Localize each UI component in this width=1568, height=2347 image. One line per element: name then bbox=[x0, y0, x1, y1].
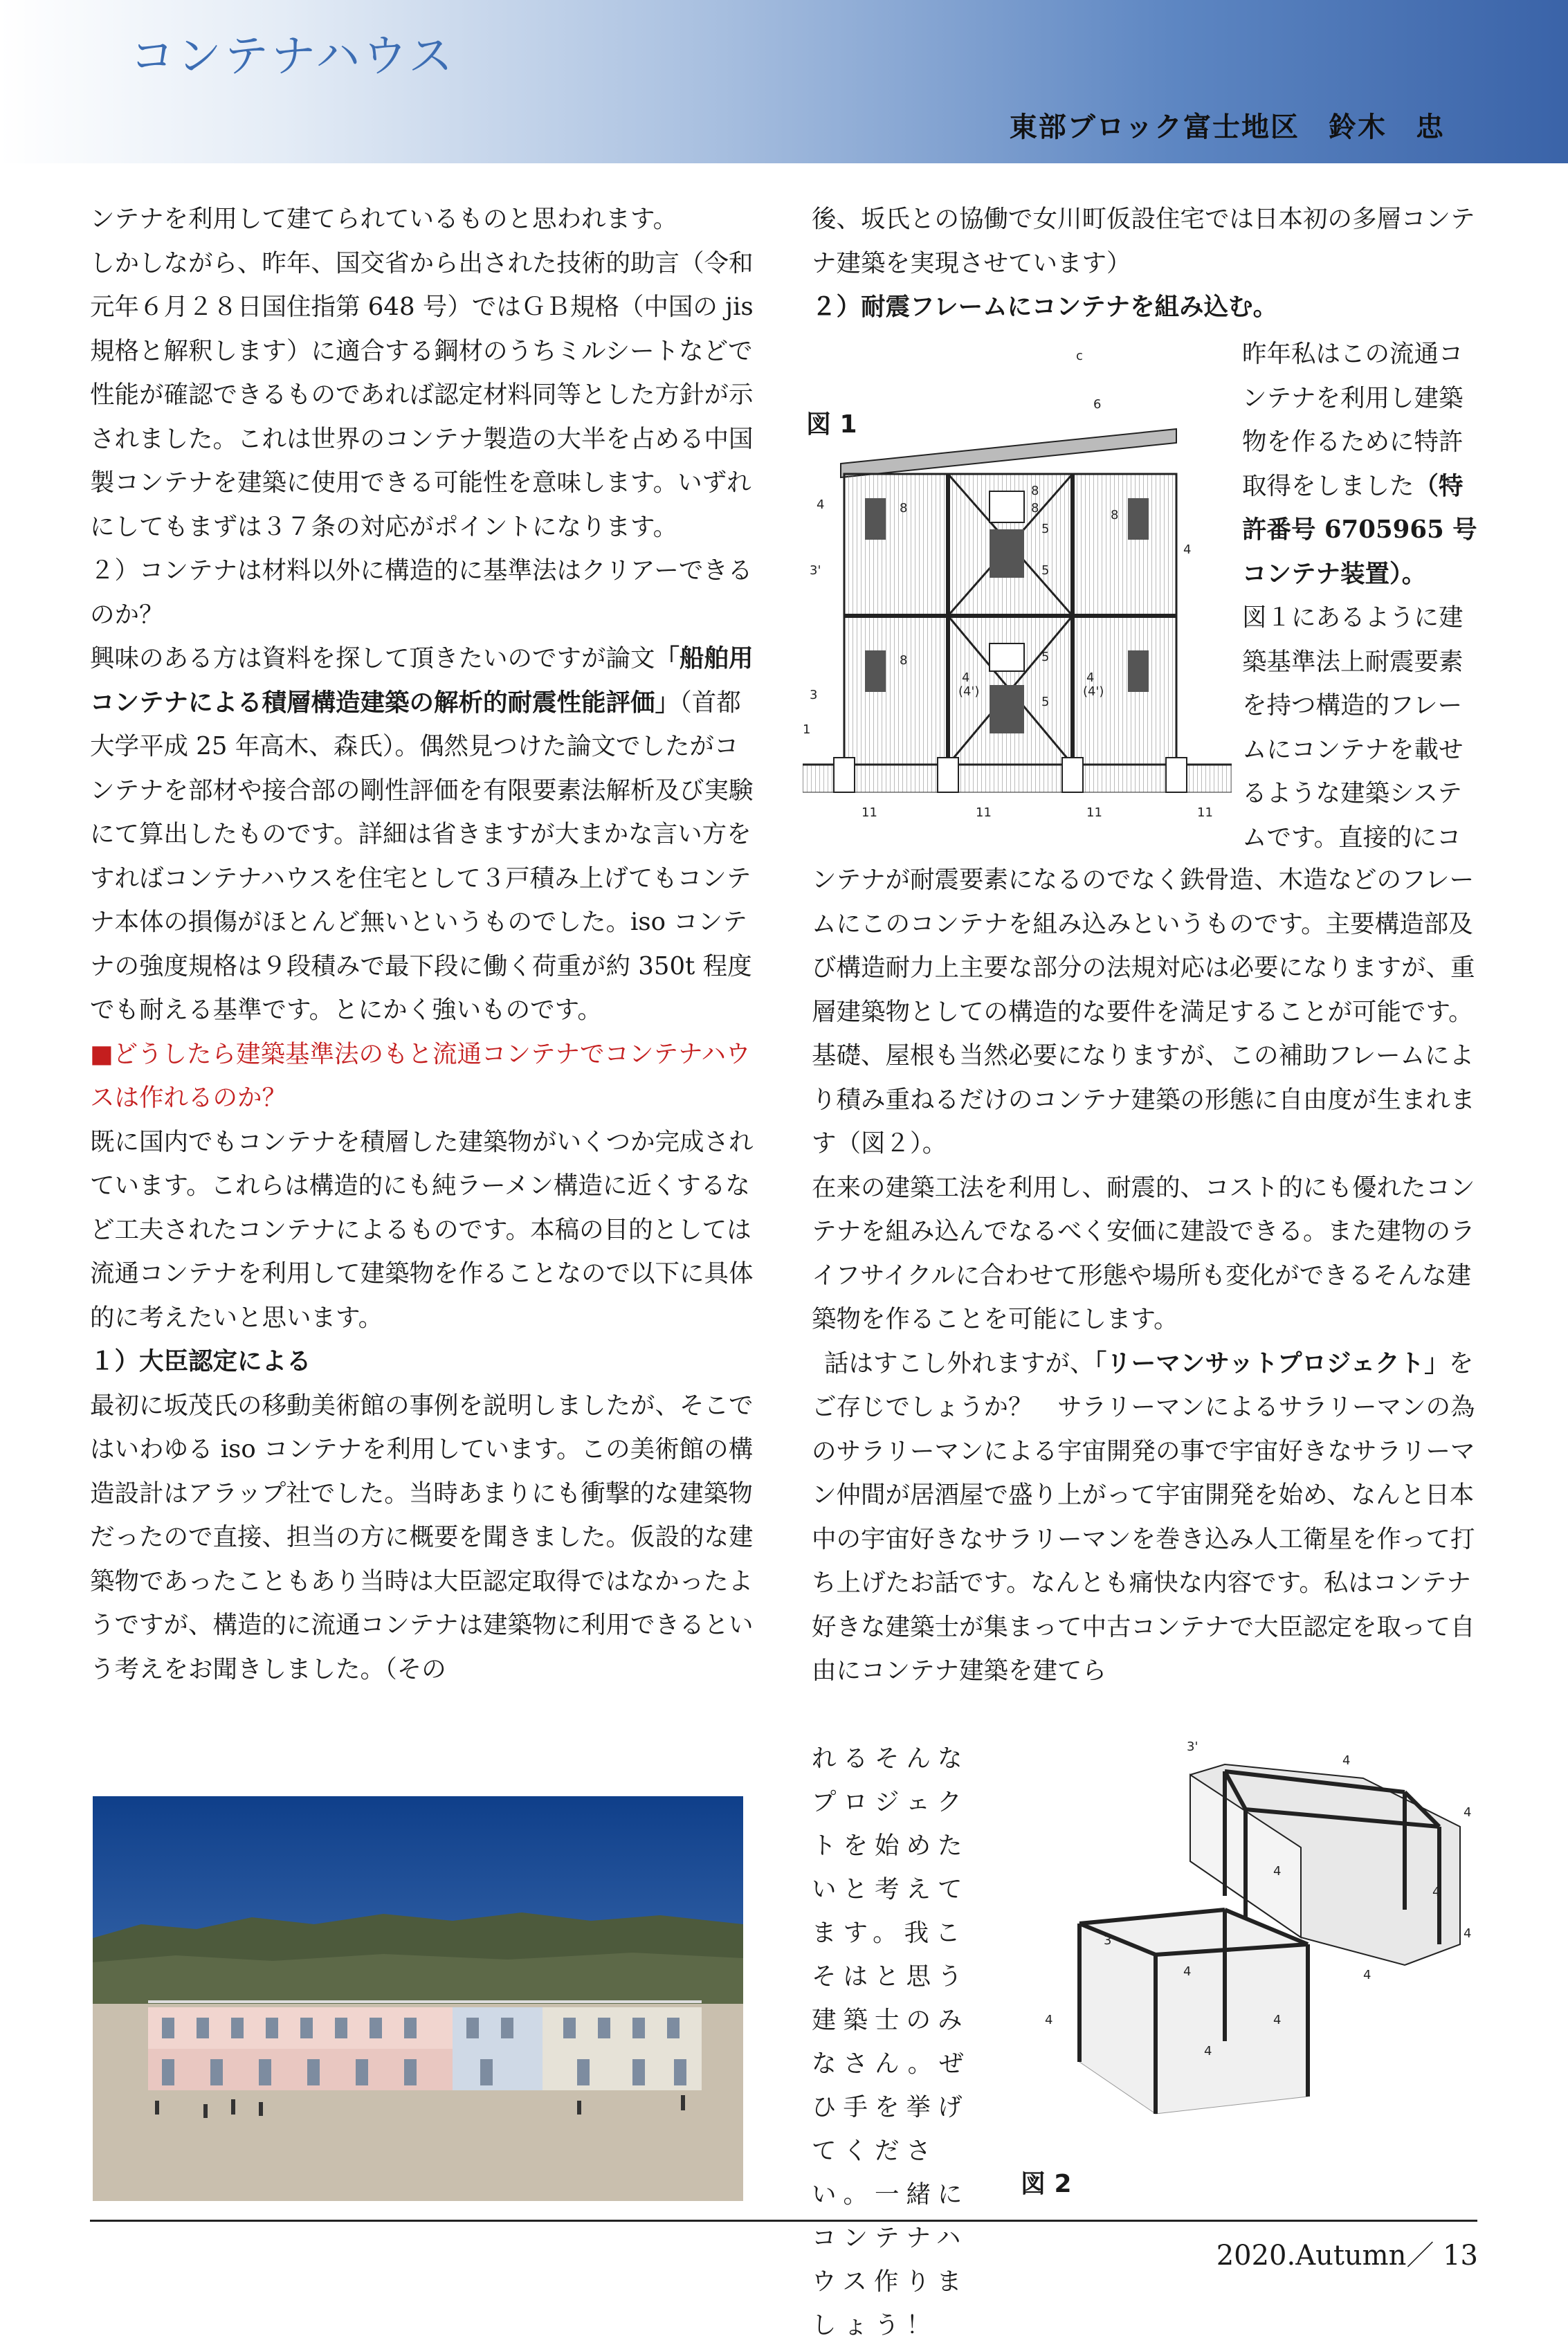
figure-callout: 1 bbox=[803, 722, 811, 737]
figure-callout: c bbox=[1076, 349, 1083, 363]
figure-callout: 3' bbox=[810, 563, 821, 578]
figure-callout: 5 bbox=[1041, 650, 1050, 664]
subheading: ２）耐震フレームにコンテナを組み込む。 bbox=[812, 293, 1278, 321]
figure-callout: 4 bbox=[1045, 2013, 1053, 2027]
figure-2-drawing bbox=[1017, 1737, 1488, 2124]
figure-callout: 4 bbox=[1464, 1805, 1472, 1820]
figure-callout: 4 bbox=[1204, 2044, 1212, 2058]
paragraph: 後、坂氏との協働で女川町仮設住宅では日本初の多層コンテナ建築を実現させています） bbox=[812, 205, 1475, 277]
figure-callout: 8 bbox=[1111, 508, 1119, 522]
figure-callout: 5 bbox=[1041, 522, 1050, 536]
page-title: コンテナハウス bbox=[130, 31, 456, 82]
paragraph: 図１にあるように建築基準法上耐震要素を持つ構造的フレームにコンテナを載せるような建築システムです。直接的にコ bbox=[1242, 603, 1464, 852]
figure-2-label: 図 2 bbox=[1021, 2170, 1072, 2198]
figure-callout: 5 bbox=[1041, 695, 1050, 709]
figure-callout: 4 bbox=[1464, 1926, 1472, 1941]
figure-callout: (4') bbox=[958, 684, 980, 699]
figure-callout: 11 bbox=[976, 805, 992, 820]
paragraph: しかしながら、昨年、国交省から出された技術的助言（令和元年６月２８日国住指第 648 号）ではＧＢ規格（中国の jis 規格と解釈します）に適合する鋼材のうちミルシートなどで性能が確認できるものであれば認定材料同等とした方針が示されました。これは世界のコンテナ製造の大半を占める中国製コンテナを建築に使用できる可能性を意味します。いずれにしてもまずは３７条の対応がポイントになります。 bbox=[90, 248, 754, 541]
figure-callout: 3 bbox=[810, 688, 818, 702]
paragraph-text: 興味のある方は資料を探して頂きたいのですが論文 bbox=[90, 644, 655, 673]
figure-callout: 4 bbox=[1273, 1864, 1282, 1879]
paragraph bbox=[1242, 332, 1482, 596]
project-name: 「リーマンサットプロジェクト」 bbox=[1094, 1349, 1449, 1378]
figure-1-drawing bbox=[803, 346, 1232, 830]
paragraph: 既に国内でもコンテナを積層した建築物がいくつか完成されています。これらは構造的にも純ラーメン構造に近くするなど工夫されたコンテナによるものです。本稿の目的としては流通コンテナを利用して建築物を作ることなので以下に具体的に考えたいと思います。 bbox=[90, 1127, 754, 1332]
paragraph: 基礎、屋根も当然必要になりますが、この補助フレームにより積み重ねるだけのコンテナ建築の形態に自由度が生まれます（図２）。 bbox=[812, 1041, 1475, 1158]
paragraph-text: 話はすこし外れますが、 bbox=[824, 1349, 1095, 1378]
paragraph: 在来の建築工法を利用し、耐震的、コスト的にも優れたコンテナを組み込んでなるべく安価に建設できる。また建物のライフサイクルに合わせて形態や場所も変化ができるそんな建築物を作ることを可能にします。 bbox=[812, 1173, 1475, 1333]
paragraph-text: をご存じでしょうか？ サラリーマンによるサラリーマンの為のサラリーマンによる宇宙開発の事で宇宙好きなサラリーマン仲間が居酒屋で盛り上がって宇宙開発を始め、なんと日本中の宇宙好きなサラリーマンを巻き込み人工衛星を作って打ち上げたお話です。なんとも痛快な内容です。私はコンテナ好きな建築士が集まって中古コンテナで大臣認定を取って自由にコンテナ建築を建てら bbox=[812, 1349, 1475, 1685]
figure-callout: 4 bbox=[962, 670, 970, 685]
figure-callout: 11 bbox=[862, 805, 877, 820]
figure-callout: 8 bbox=[1031, 501, 1039, 515]
figure-callout: 8 bbox=[900, 501, 908, 515]
left-column bbox=[90, 197, 760, 1691]
figure-callout: 4 bbox=[817, 497, 825, 512]
figure-callout: 5 bbox=[1041, 563, 1050, 578]
right-column-main bbox=[812, 858, 1482, 1693]
paragraph: ２）コンテナは材料以外に構造的に基準法はクリアーできるのか？ bbox=[90, 556, 753, 629]
figure-callout: 4 bbox=[1183, 1964, 1192, 1979]
figure-callout: 4 bbox=[1183, 542, 1192, 557]
paragraph: 最初に坂茂氏の移動美術館の事例を説明しましたが、そこではいわゆる iso コンテナを利用しています。この美術館の構造設計はアラップ社でした。当時あまりにも衝撃的な建築物だったので直接、担当の方に概要を聞きました。仮設的な建築物であったこともあり当時は大臣認定取得ではなかったようですが、構造的に流通コンテナは建築物に利用できるという考えをお聞きしました。（その bbox=[90, 1391, 754, 1683]
section-heading: ■どうしたら建築基準法のもと流通コンテナでコンテナハウスは作れるのか？ bbox=[90, 1039, 751, 1112]
figure-callout: 6 bbox=[1093, 397, 1102, 412]
paragraph: れるそんなプロジェクトを始めたいと考えてます。我こそはと思う建築士のみなさん。ぜひ手を挙げてください。一緒にコンテナハウス作りましょう！ bbox=[812, 1744, 971, 2339]
paper-title: 「船舶用コンテナによる積層構造建築の解析的耐震性能評価」 bbox=[90, 644, 754, 717]
paragraph-text: （首都大学平成 25 年高木、森氏）。偶然見つけた論文でしたがコンテナを部材や接合部の剛性評価を有限要素法解析及び実験にて算出したものです。詳細は省きますが大まかな言い方をすればコンテナハウスを住宅として３戸積み上げてもコンテナ本体の損傷がほとんど無いというものでした。iso コンテナの強度規格は９段積みで最下段に働く荷重が約 350t 程度でも耐える基準です。とにかく強いものです。 bbox=[90, 688, 754, 1024]
figure-callout: 11 bbox=[1086, 805, 1102, 820]
figure-callout: 3' bbox=[1187, 1739, 1198, 1754]
paragraph: ンテナが耐震要素になるのでなく鉄骨造、木造などのフレームにこのコンテナを組み込みというものです。主要構造部及び構造耐力上主要な部分の法規対応は必要になりますが、重層建築物としての構造的な要件を満足することが可能です。 bbox=[812, 866, 1475, 1026]
figure-callout: (4') bbox=[1083, 684, 1104, 699]
paragraph bbox=[90, 637, 760, 1032]
author-line: 東部ブロック富士地区 鈴木 忠 bbox=[1009, 111, 1445, 143]
figure-callout: 4 bbox=[1363, 1968, 1371, 1982]
subheading: １）大臣認定による bbox=[90, 1347, 311, 1376]
figure-callout: 4 bbox=[1432, 1885, 1441, 1899]
figure-callout: 3 bbox=[1104, 1933, 1112, 1948]
patent-number: （特許番号 6705965 号コンテナ装置）。 bbox=[1242, 471, 1477, 588]
figure-callout: 4 bbox=[1342, 1753, 1351, 1768]
right-column-top bbox=[812, 197, 1482, 329]
figure-callout: 8 bbox=[1031, 484, 1039, 498]
figure-callout: 8 bbox=[900, 653, 908, 668]
photo-housing bbox=[93, 1796, 743, 2201]
page-header bbox=[0, 0, 1568, 163]
figure-callout: 11 bbox=[1197, 805, 1213, 820]
paragraph: ンテナを利用して建てられているものと思われます。 bbox=[90, 205, 678, 233]
page-footer: 2020.Autumn／ 13 bbox=[1216, 2240, 1478, 2272]
right-narrow-text bbox=[812, 1737, 997, 2347]
right-side-text bbox=[1242, 332, 1482, 859]
footer-rule bbox=[90, 2220, 1477, 2222]
figure-callout: 4 bbox=[1086, 670, 1095, 685]
paragraph-text: 昨年私はこの流通コンテナを利用し建築物を作るために特許取得をしました bbox=[1242, 340, 1464, 500]
figure-1-label: 図 1 bbox=[806, 410, 857, 439]
paragraph bbox=[812, 1342, 1482, 1693]
figure-callout: 4 bbox=[1273, 2013, 1282, 2027]
